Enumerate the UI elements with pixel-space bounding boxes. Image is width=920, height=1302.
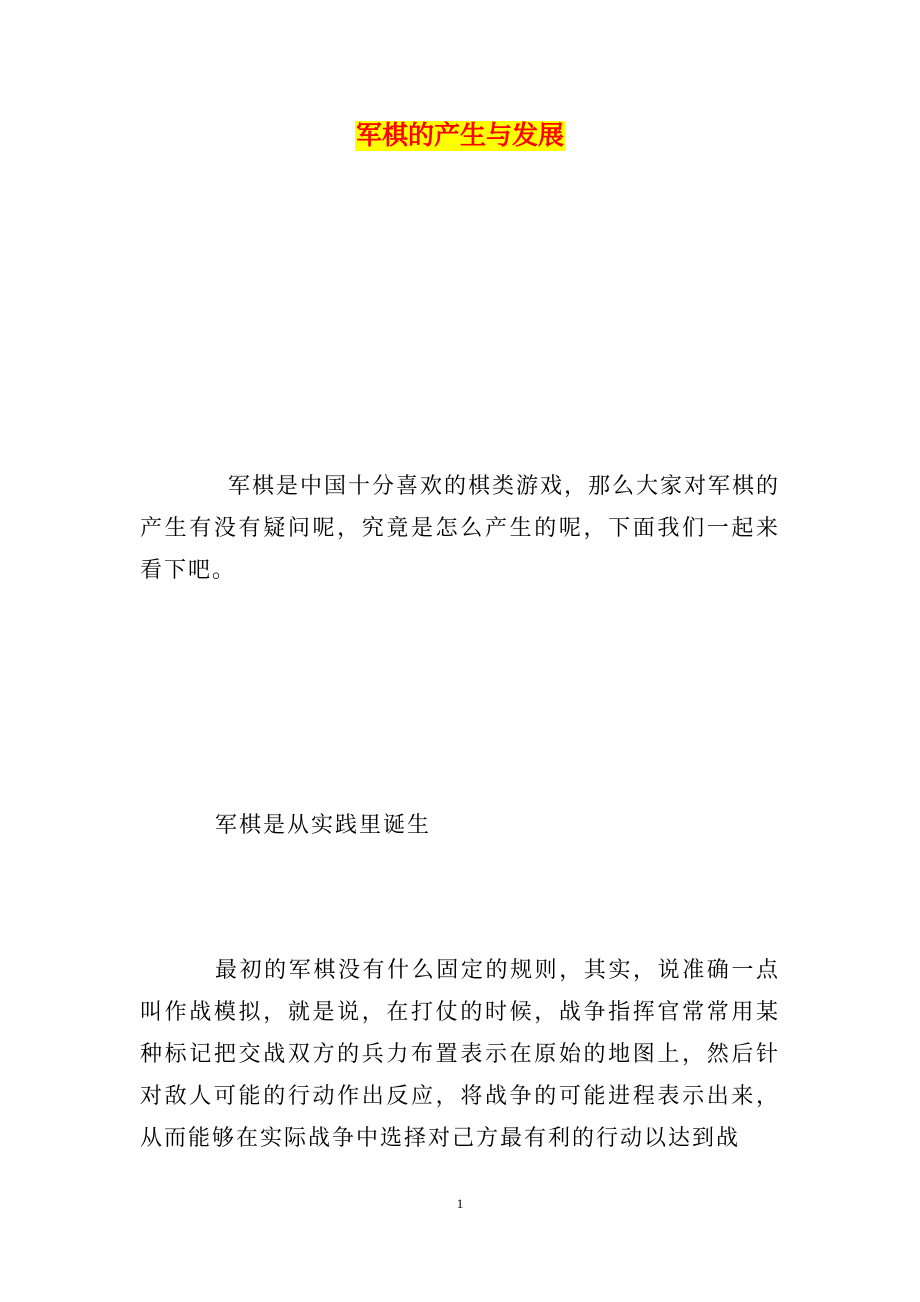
- section-heading: 军棋是从实践里诞生: [215, 813, 432, 838]
- document-title-block: [0, 116, 920, 156]
- document-title: 军棋的产生与发展: [355, 121, 564, 151]
- body-paragraph: 最初的军棋没有什么固定的规则，其实，说准确一点叫作战模拟，就是说，在打仗的时候，战争指挥官常常用某种标记把交战双方的兵力布置表示在原始的地图上，然后针对敌人可能的行动作出反应，将战争的可能进程表示出来，从而能够在实际战争中选择对己方最有利的行动以达到战: [140, 958, 780, 1151]
- intro-paragraph: 军棋是中国十分喜欢的棋类游戏，那么大家对军棋的产生有没有疑问呢，究竟是怎么产生的呢，下面我们一起来看下吧。: [140, 474, 781, 583]
- page-number: 1: [456, 1196, 464, 1211]
